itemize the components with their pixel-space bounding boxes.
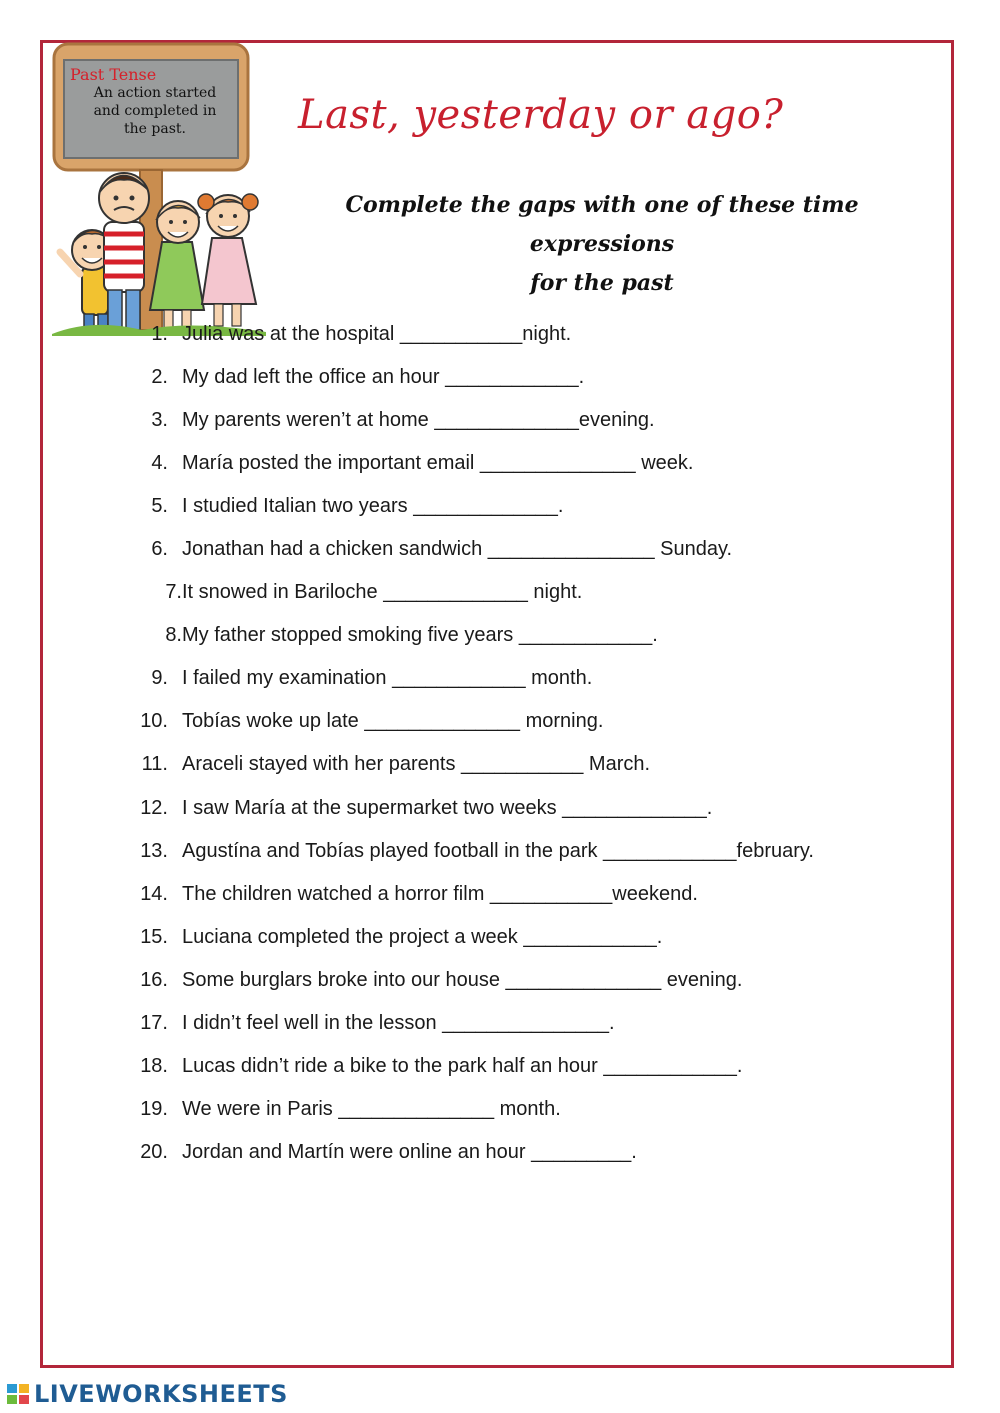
- exercise-item: [110, 700, 910, 743]
- item-number: 10.: [140, 710, 168, 733]
- item-sentence: Araceli stayed with her parents ___________ March.: [182, 753, 651, 776]
- liveworksheets-logo[interactable]: [6, 1380, 288, 1408]
- item-number: 2.: [151, 366, 168, 389]
- liveworksheets-logo-icon: [6, 1382, 30, 1406]
- item-sentence: Julia was at the hospital ___________night.: [182, 323, 572, 345]
- exercise-item: [110, 657, 910, 700]
- item-sentence: Agustína and Tobías played football in the park ____________february.: [182, 839, 814, 862]
- item-sentence: Lucas didn’t ride a bike to the park half an hour ____________.: [182, 1054, 743, 1077]
- item-number: 7.: [165, 581, 182, 604]
- instructions: [282, 186, 922, 303]
- item-number: 12.: [140, 796, 168, 819]
- item-sentence: Tobías woke up late ______________ morning.: [182, 710, 604, 733]
- kid-right-pink: [198, 194, 258, 326]
- sign-text: [70, 66, 240, 138]
- exercise-item: [110, 1002, 910, 1045]
- item-sentence: Jonathan had a chicken sandwich _______________ Sunday.: [182, 538, 733, 561]
- exercise-item: [110, 959, 910, 1002]
- exercise-item: [110, 916, 910, 959]
- item-sentence: My father stopped smoking five years ____________.: [182, 624, 658, 647]
- exercise-item: [110, 356, 910, 399]
- item-number: 9.: [151, 667, 168, 690]
- item-number: 4.: [151, 452, 168, 475]
- item-sentence: We were in Paris ______________ month.: [182, 1097, 561, 1120]
- exercise-item: [110, 571, 910, 614]
- item-number: 15.: [140, 925, 168, 948]
- item-sentence: I studied Italian two years _____________.: [182, 495, 564, 518]
- exercise-item: [110, 485, 910, 528]
- item-sentence: My dad left the office an hour ____________.: [182, 366, 585, 389]
- exercise-item: [110, 399, 910, 442]
- item-sentence: I didn’t feel well in the lesson _______________.: [182, 1011, 615, 1034]
- item-sentence: It snowed in Bariloche _____________ night.: [182, 581, 583, 604]
- exercise-list: [110, 313, 910, 1174]
- exercise-item: [110, 614, 910, 657]
- exercise-item: [110, 1045, 910, 1088]
- sign-title: Past Tense: [70, 65, 157, 84]
- item-number: 19.: [140, 1097, 168, 1120]
- exercise-item: [110, 743, 910, 786]
- item-number: 13.: [140, 839, 168, 862]
- item-number: 18.: [140, 1054, 168, 1077]
- kid-right-green: [150, 201, 204, 330]
- item-number: 1.: [151, 323, 168, 345]
- exercise-item: [110, 873, 910, 916]
- instructions-line-1: Complete the gaps with one of these time expressions: [345, 192, 859, 257]
- item-number: 8.: [165, 624, 182, 647]
- instructions-line-2: for the past: [530, 270, 674, 296]
- exercise-item: [110, 528, 910, 571]
- exercise-item: [110, 787, 910, 830]
- exercise-item: [110, 830, 910, 873]
- worksheet-title: Last, yesterday or ago?: [298, 92, 784, 138]
- item-number: 6.: [151, 538, 168, 561]
- item-sentence: Jordan and Martín were online an hour _________.: [182, 1140, 637, 1163]
- item-number: 3.: [151, 409, 168, 432]
- item-number: 17.: [140, 1011, 168, 1034]
- item-sentence: María posted the important email ______________ week.: [182, 452, 694, 475]
- item-sentence: My parents weren’t at home _____________evening.: [182, 409, 655, 432]
- item-sentence: I saw María at the supermarket two weeks _____________.: [182, 796, 713, 819]
- exercise-item: [110, 313, 910, 356]
- sign-line-3: the past.: [124, 121, 186, 137]
- item-number: 16.: [140, 968, 168, 991]
- item-sentence: I failed my examination ____________ month.: [182, 667, 593, 690]
- exercise-item: [110, 442, 910, 485]
- sign-line-1: An action started: [93, 85, 217, 101]
- item-number: 20.: [140, 1140, 168, 1163]
- item-number: 14.: [140, 882, 168, 905]
- item-sentence: Luciana completed the project a week ____________.: [182, 925, 663, 948]
- item-number: 5.: [151, 495, 168, 518]
- exercise-item: [110, 1088, 910, 1131]
- liveworksheets-logo-text: LIVEWORKSHEETS: [34, 1380, 288, 1408]
- sign-line-2: and completed in: [93, 103, 217, 119]
- exercise-item: [110, 1131, 910, 1174]
- item-number: 11.: [141, 753, 168, 776]
- item-sentence: Some burglars broke into our house ______________ evening.: [182, 968, 743, 991]
- item-sentence: The children watched a horror film ___________weekend.: [182, 882, 698, 905]
